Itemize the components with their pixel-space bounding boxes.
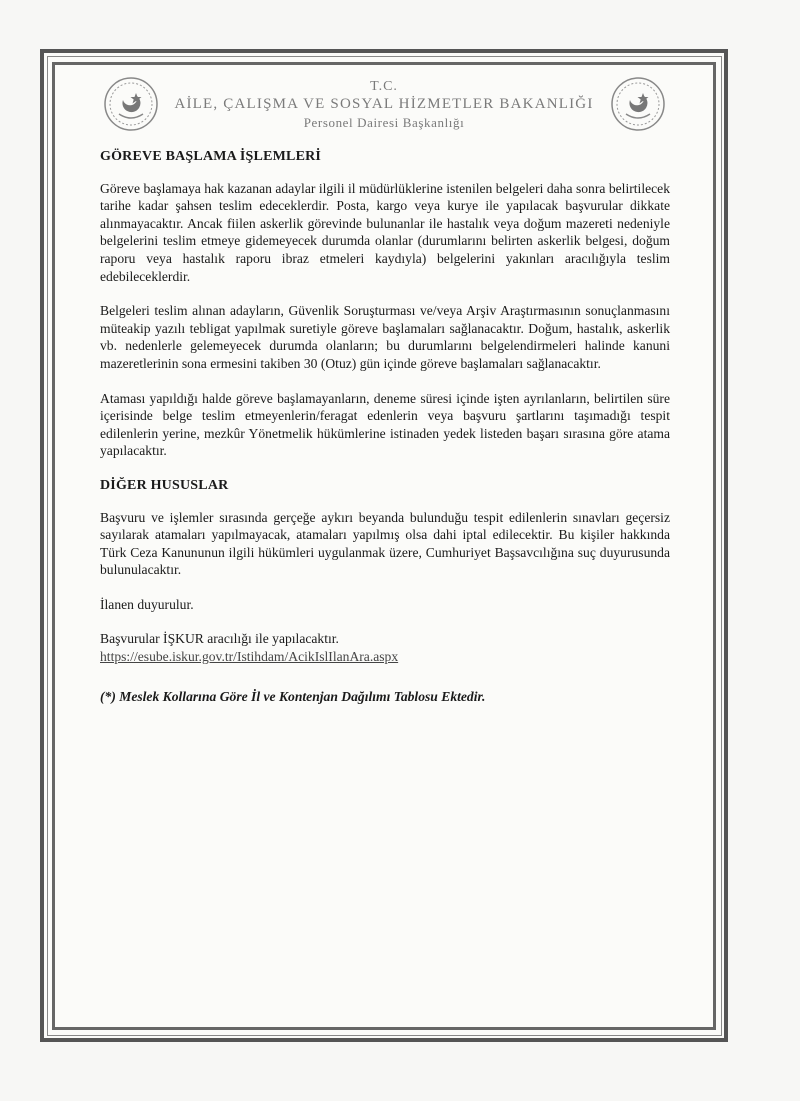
application-note: Başvurular İŞKUR aracılığı ile yapılacaktır.	[100, 631, 339, 647]
ministry-emblem-icon	[103, 76, 159, 132]
paragraph: Başvuru ve işlemler sırasında gerçeğe aykırı beyanda bulunduğu tespit edilenlerin sınavları geçersiz sayılarak atamaları yapılmayacak, atamaları yapılmış olsa dahi iptal edilecektir. Bu kişiler hakkında Türk Ceza Kanununun ilgili hükümleri uygulanmak üzere, Cumhuriyet Başsavcılığına suç duyurusunda bulunulacaktır.	[100, 509, 670, 578]
paragraph: İlanen duyurulur.	[100, 596, 194, 612]
letterhead	[160, 79, 608, 131]
header-department: Personel Dairesi Başkanlığı	[303, 115, 465, 130]
ministry-emblem-icon	[610, 76, 666, 132]
paragraph: Ataması yapıldığı halde göreve başlamayanların, deneme süresi içinde işten ayrılanların, belirtilen süre içerisinde belge teslim etmeyenlerin/feragat edenlerin veya başvuru şartlarını taşımadığı tespit edilenlerin yerine, mezkûr Yönetmelik hükümlerine istinaden yedek listeden başarı sırasına göre atama yapılacaktır.	[100, 390, 670, 459]
annex-note: (*) Meslek Kollarına Göre İl ve Kontenjan Dağılımı Tablosu Ektedir.	[100, 688, 486, 704]
paragraph: Belgeleri teslim alınan adayların, Güvenlik Soruşturması ve/veya Arşiv Araştırmasının sonuçlanmasını müteakip yazılı tebligat yapılmak suretiyle göreve başlamaları sağlanacaktır. Doğum, hastalık, askerlik vb. nedenlerle gelemeyecek durumda olanların; bu durumlarını belgelendirmeleri halinde kanuni mazeretlerinin sona ermesini takiben 30 (Otuz) gün içinde göreve başlamaları sağlanacaktır.	[100, 303, 670, 371]
section-title-goreve-baslama: GÖREVE BAŞLAMA İŞLEMLERİ	[100, 149, 322, 164]
paragraph: Göreve başlamaya hak kazanan adaylar ilgili il müdürlüklerine istenilen belgeleri daha sonra belirtilecek tarihe kadar şahsen teslim edeceklerdir. Posta, kargo veya kurye ile yapılacak başvurular dikkate alınmayacaktır. Ancak fiilen askerlik görevinde bulunanlar ile hastalık veya doğum mazereti nedeniyle belgelerini teslim etmeye gidemeyecek durumda olanlar (durumlarını belirten askerlik belgesi, doğum raporu veya hastalık raporu ibraz etmeleri kaydıyla) belgelerini yakınları aracılığıyla teslim edebileceklerdir.	[100, 180, 670, 284]
header-tc: T.C.	[370, 79, 398, 94]
header-ministry: AİLE, ÇALIŞMA VE SOSYAL HİZMETLER BAKANLIĞI	[174, 96, 594, 112]
section-title-diger-hususlar: DİĞER HUSUSLAR	[100, 477, 229, 493]
iskur-link[interactable]: https://esube.iskur.gov.tr/Istihdam/AcikIslIlanAra.aspx	[100, 649, 399, 665]
paragraph	[100, 630, 670, 665]
document-body	[100, 148, 670, 722]
